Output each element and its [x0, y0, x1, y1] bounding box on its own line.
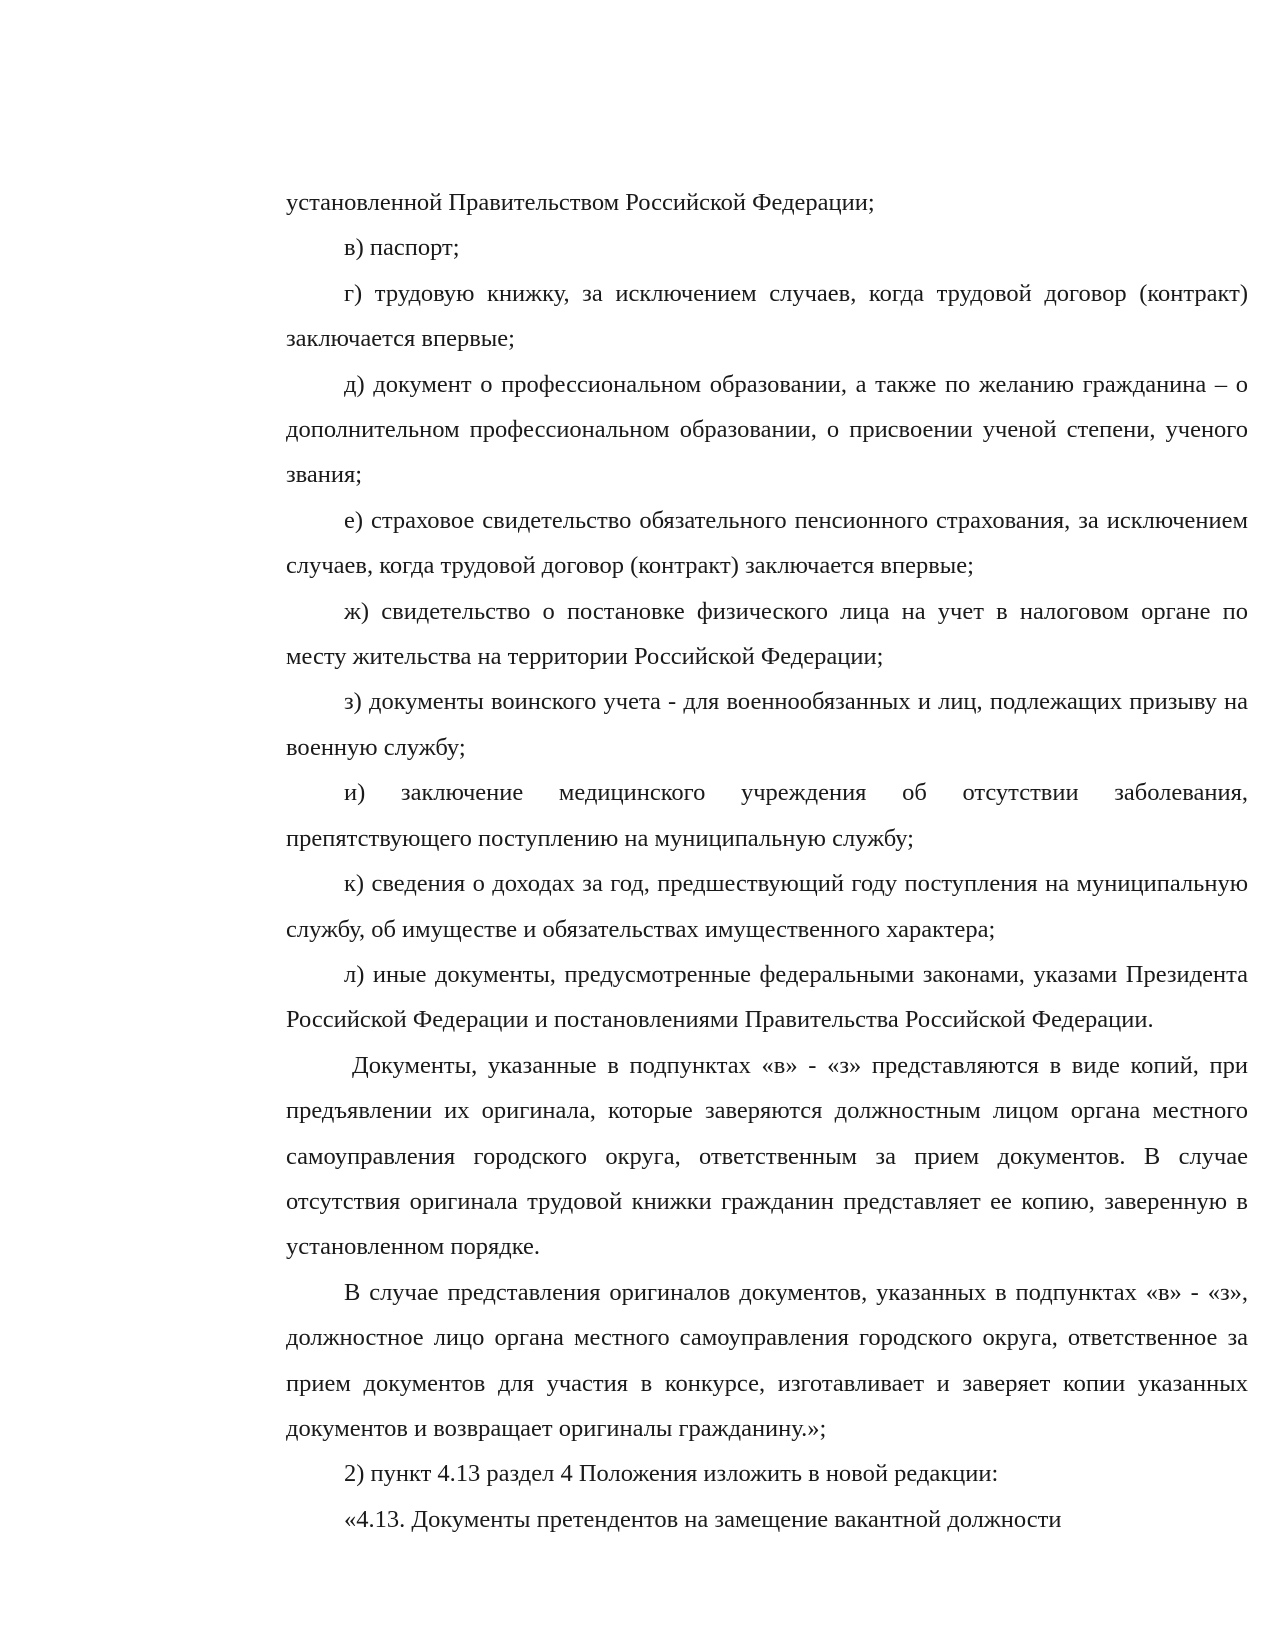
list-item-v-passport: в) паспорт;	[344, 234, 460, 262]
paragraph-copies: Документы, указанные в подпунктах «в» - «з» представляются в виде копий, при предъявлении их оригинала, которые заверяются должностным лицом органа местного самоуправления городского округа, ответственным за прием документов. В случае отсутствия оригинала трудовой книжки гражданин представляет ее копию, заверенную в установленном порядке.	[286, 1051, 1248, 1261]
list-item-e-pension-insurance: е) страховое свидетельство обязательного пенсионного страхования, за исключением случаев, когда трудовой договор (контракт) заключается впервые;	[286, 506, 1248, 580]
list-item-i-medical-conclusion: и) заключение медицинского учреждения об отсутствии заболевания, препятствующего поступлению на муниципальную службу;	[286, 779, 1248, 852]
list-item-k-income-info: к) сведения о доходах за год, предшествующий году поступления на муниципальную службу, об имуществе и обязательствах имущественного характера;	[286, 870, 1248, 943]
paragraph-continuation: установленной Правительством Российской Федерации;	[286, 189, 875, 216]
paragraph-item-2: 2) пункт 4.13 раздел 4 Положения изложить в новой редакции:	[344, 1460, 999, 1488]
list-item-d-education: д) документ о профессиональном образовании, а также по желанию гражданина – о дополнительном профессиональном образовании, о присвоении ученой степени, ученого звания;	[286, 370, 1248, 489]
list-item-z-military-records: з) документы воинского учета - для военнообязанных и лиц, подлежащих призыву на военную службу;	[286, 688, 1248, 761]
list-item-g-work-book: г) трудовую книжку, за исключением случаев, когда трудовой договор (контракт) заключается впервые;	[286, 279, 1248, 353]
paragraph-originals: В случае представления оригиналов документов, указанных в подпунктах «в» - «з», должностное лицо органа местного самоуправления городского округа, ответственное за прием документов для участия в конкурсе, изготавливает и заверяет копии указанных документов и возвращает оригиналы гражданину.»;	[286, 1278, 1248, 1442]
document-body	[286, 180, 1248, 1542]
list-item-l-other-documents: л) иные документы, предусмотренные федеральными законами, указами Президента Российской Федерации и постановлениями Правительства Российской Федерации.	[286, 960, 1248, 1034]
list-item-zh-tax-registration: ж) свидетельство о постановке физического лица на учет в налоговом органе по месту жительства на территории Российской Федерации;	[286, 597, 1248, 671]
paragraph-4-13: «4.13. Документы претендентов на замещение вакантной должности	[344, 1505, 1062, 1533]
